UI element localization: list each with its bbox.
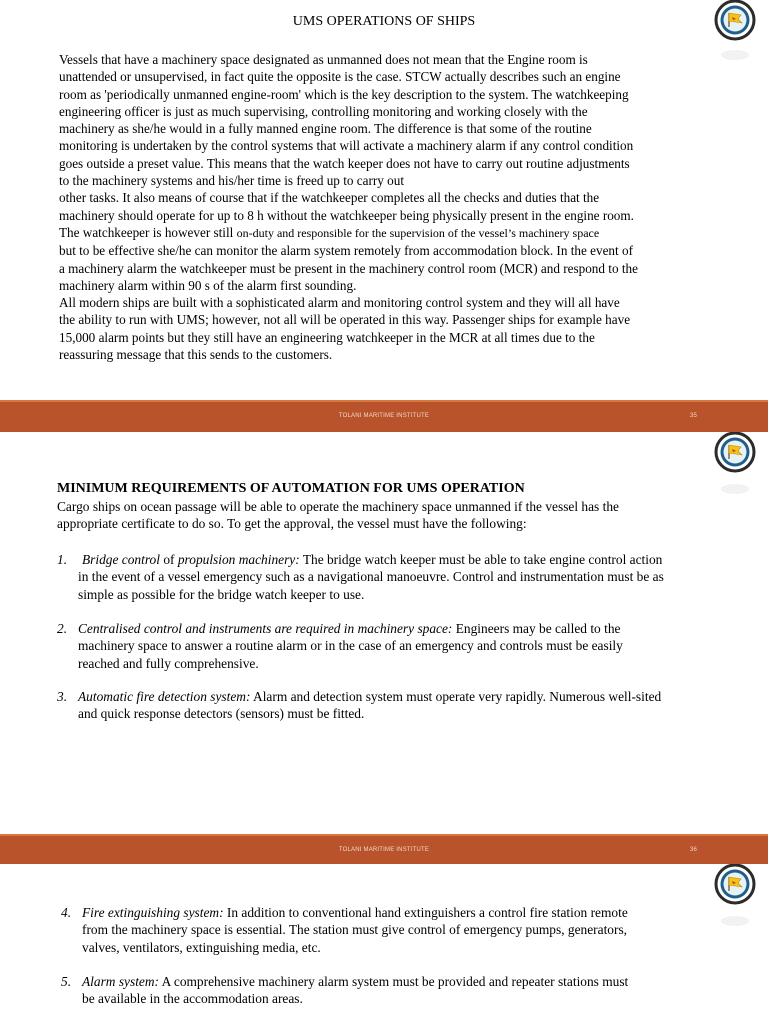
list-number: 1. [57,552,68,567]
paragraph-line: machinery as she/he would in a fully manned engine room. The difference is that some of the routine [59,121,592,137]
list-item-line: valves, ventilators, extinguishing media, etc. [82,939,321,955]
list-item-line: Engineers may be called to the [452,621,621,636]
list-item-heading: Bridge control [82,552,160,567]
list-item-connector: of [159,552,178,567]
paragraph-line: engineering officer is just as much supervising, controlling monitoring and working closely with the [59,103,588,119]
paragraph-line: the ability to run with UMS; however, not all will be operated in this way. Passenger ships for example have [59,312,631,328]
list-item-line: In addition to conventional hand extinguishers a control fire station remote [223,905,628,920]
paragraph-line: machinery should operate for up to 8 h without the watchkeeper being physically present in the engine room. [59,207,634,223]
paragraph-line: The watchkeeper is however still [59,224,237,240]
paragraph-line: goes outside a preset value. This means that the watch keeper does not have to carry out routine adjustments [59,155,630,171]
list-item-text [78,688,717,723]
list-item-text [78,551,717,603]
list-item-heading: Fire extinguishing system: [82,905,224,920]
paragraph-line: reassuring message that this sends to the customers. [59,347,333,363]
list-item-text [82,904,721,956]
intro-line: Cargo ships on ocean passage will be able to operate the machinery space unmanned if the vessel has the [57,499,619,514]
logo-reflection [721,484,749,494]
list-item-heading: Alarm system: [82,974,159,989]
slide-number: 35 [690,413,698,419]
list-item-text [78,620,717,672]
paragraph-line: unattended or unsupervised, in fact quite the opposite is the case. STCW actually describes such an engine [59,69,621,85]
list-item-heading: Centralised control and instruments are required in machinery space: [78,621,453,636]
list-number: 5. [61,974,72,989]
paragraph-line: 15,000 alarm points but they still have an engineering watchkeeper in the MCR at all times due to the [59,329,595,345]
list-number: 3. [57,689,68,704]
slide-36 [0,432,768,834]
list-item-line: A comprehensive machinery alarm system must be provided and repeater stations must [158,974,629,989]
list-item [57,688,717,723]
paragraph-line: Vessels that have a machinery space designated as unmanned does not mean that the Engine room is [59,52,588,67]
slide-footer [0,834,768,866]
footer-organization: TOLANI MARITIME INSTITUTE [338,847,430,853]
ship-flag-logo-icon [714,432,756,474]
intro-paragraph [57,498,707,532]
slide-number: 36 [690,847,698,853]
ums-description-paragraph [59,51,711,363]
list-number: 2. [57,621,68,636]
list-item-text [82,973,721,1008]
slide-37 [0,864,768,1024]
paragraph-line: to the machinery systems and his/her time is freed up to carry out [59,173,404,189]
paragraph-line: monitoring is undertaken by the control systems that will activate a machinery alarm if any control condition [59,138,634,154]
list-number: 4. [61,905,72,920]
paragraph-line-emphasis: on-duty and responsible for the supervision of the vessel’s machinery space [236,225,600,240]
slide-35 [0,0,768,400]
paragraph-line: machinery alarm within 90 s of the alarm first sounding. [59,277,357,293]
list-item [61,904,721,956]
list-item-line: The bridge watch keeper must be able to take engine control action [299,552,663,567]
paragraph-line: All modern ships are built with a sophisticated alarm and monitoring control system and they will all have [59,295,620,311]
list-item [61,973,721,1008]
list-item-line: machinery space to answer a routine alarm or in the case of an emergency and controls must be easily [78,638,623,654]
list-item-heading: propulsion machinery: [177,552,300,567]
list-item-heading: Automatic fire detection system: [78,689,251,704]
list-item-line: be available in the accommodation areas. [82,991,303,1007]
logo-reflection [721,50,749,60]
paragraph-line: a machinery alarm the watchkeeper must be present in the machinery control room (MCR) and respond to the [59,260,638,276]
page-title: UMS OPERATIONS OF SHIPS [292,14,476,29]
paragraph-line: but to be effective she/he can monitor the alarm system remotely from accommodation block. In the event of [59,243,633,259]
list-item-line: in the event of a vessel emergency such as a navigational manoeuvre. Control and instrumentation must be as [78,569,664,585]
list-item-line: Alarm and detection system must operate very rapidly. Numerous well-sited [250,689,662,704]
list-item-line: from the machinery space is essential. The station must give control of emergency pumps, generators, [82,922,628,938]
section-title: MINIMUM REQUIREMENTS OF AUTOMATION FOR UMS OPERATION [57,481,525,496]
slide-footer [0,400,768,432]
list-item-line: and quick response detectors (sensors) must be fitted. [78,706,365,722]
footer-organization: TOLANI MARITIME INSTITUTE [338,413,430,419]
logo-reflection [721,916,749,926]
intro-line: appropriate certificate to do so. To get the approval, the vessel must have the following: [57,516,527,531]
paragraph-line: other tasks. It also means of course that if the watchkeeper completes all the checks and duties that the [59,190,600,206]
list-item-line: reached and fully comprehensive. [78,655,259,671]
list-item-line: simple as possible for the bridge watch keeper to use. [78,586,365,602]
ship-flag-logo-icon [714,864,756,906]
paragraph-line: room as 'periodically unmanned engine-room' which is the key description to the system. The watchkeeping [59,86,629,102]
list-item [57,620,717,672]
list-item [57,551,717,603]
